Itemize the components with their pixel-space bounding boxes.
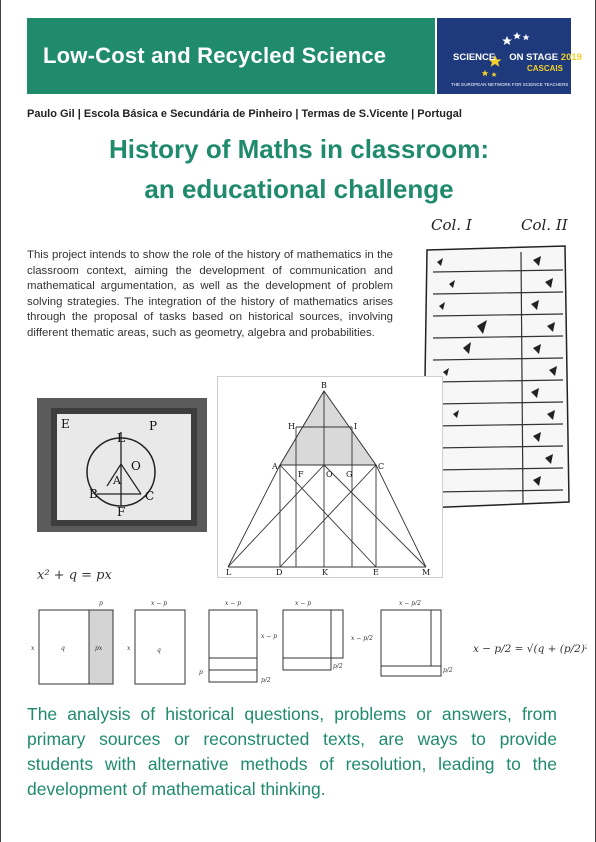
geo-label-k: K <box>322 568 328 577</box>
geo-label-o: O <box>326 470 333 479</box>
d1-inner-label: q <box>61 645 65 652</box>
d5-top-label: x − p/2 <box>399 600 421 607</box>
d2-inner-label: q <box>157 647 161 654</box>
photo-label-f: F <box>117 505 126 519</box>
geo-label-e: E <box>373 568 379 577</box>
geo-label-l: L <box>226 568 232 577</box>
geometry-board-photo <box>37 398 207 532</box>
d4-inner-label: p/2 <box>333 663 343 670</box>
d1-shaded-label: px <box>95 645 103 652</box>
tablet-col2-label: Col. II <box>521 216 568 234</box>
logo-text-line2: CASCAIS <box>526 64 563 73</box>
d3-bottom-label: p/2 <box>261 677 271 684</box>
d5-inner-label: p/2 <box>443 667 453 674</box>
d1-left-label: x <box>31 645 35 652</box>
header-banner <box>27 18 435 94</box>
poster-title-line2: an educational challenge <box>144 174 454 204</box>
intro-paragraph: This project intends to show the role of the history of mathematics in the classroom context, aiming the development of communication and mathematical argumentation, as well as the development of problem solving strategies. The integration of the history of mathematics arises through the proposal of tasks based on historical sources, involving different thematic areas, such as geometry, algebra and probabilities. <box>27 249 393 339</box>
geo-label-b: B <box>321 381 327 390</box>
photo-label-o: O <box>131 459 141 473</box>
completing-square-diagrams <box>27 596 587 692</box>
d4-left-label: x − p <box>261 633 278 640</box>
geo-label-h: H <box>288 422 295 431</box>
d5-left-label: x − p/2 <box>351 635 373 642</box>
poster-title-line1: History of Maths in classroom: <box>109 134 489 164</box>
photo-label-e: E <box>61 417 70 431</box>
d2-left-label: x <box>127 645 131 652</box>
logo-text-line3: THE EUROPEAN NETWORK FOR SCIENCE TEACHERS <box>451 82 569 87</box>
solution-formula: x − p/2 = √(q + (p/2)²) <box>473 643 587 655</box>
banner-title: Low-Cost and Recycled Science <box>43 43 387 68</box>
geometric-construction-figure <box>217 376 443 578</box>
equation-formula: x² + q = px <box>37 568 112 583</box>
photo-label-a: A <box>113 474 121 487</box>
geo-label-d: D <box>276 568 283 577</box>
d3-top-label: x − p <box>225 600 242 607</box>
photo-label-p: P <box>149 419 158 433</box>
d1-top-label: p <box>99 600 103 607</box>
photo-label-b: B <box>89 487 98 501</box>
science-on-stage-logo <box>437 18 582 94</box>
d4-top-label: x − p <box>295 600 312 607</box>
photo-label-l: L <box>117 431 125 445</box>
geo-label-i: I <box>354 422 358 431</box>
conclusion-paragraph: The analysis of historical questions, problems or answers, from primary sources or reconstructed texts, are ways to provide students with alternative methods of resolution, leading to the development of mathematical thinking. <box>27 704 557 799</box>
author-line: Paulo Gil | Escola Básica e Secundária de Pinheiro | Termas de S.Vicente | Portugal <box>27 108 462 120</box>
geo-label-a: A <box>272 462 278 471</box>
geo-label-f: F <box>298 470 304 479</box>
d2-top-label: x − p <box>151 600 168 607</box>
logo-text-line1: SCIENCE ON STAGE 2019 <box>453 52 582 63</box>
geo-label-c: C <box>378 462 385 471</box>
geo-label-m: M <box>422 568 431 577</box>
photo-label-c: C <box>145 489 155 503</box>
geo-label-g: G <box>346 470 353 479</box>
tablet-col1-label: Col. I <box>431 216 472 234</box>
d3-bottom-left-label: p <box>199 669 203 676</box>
